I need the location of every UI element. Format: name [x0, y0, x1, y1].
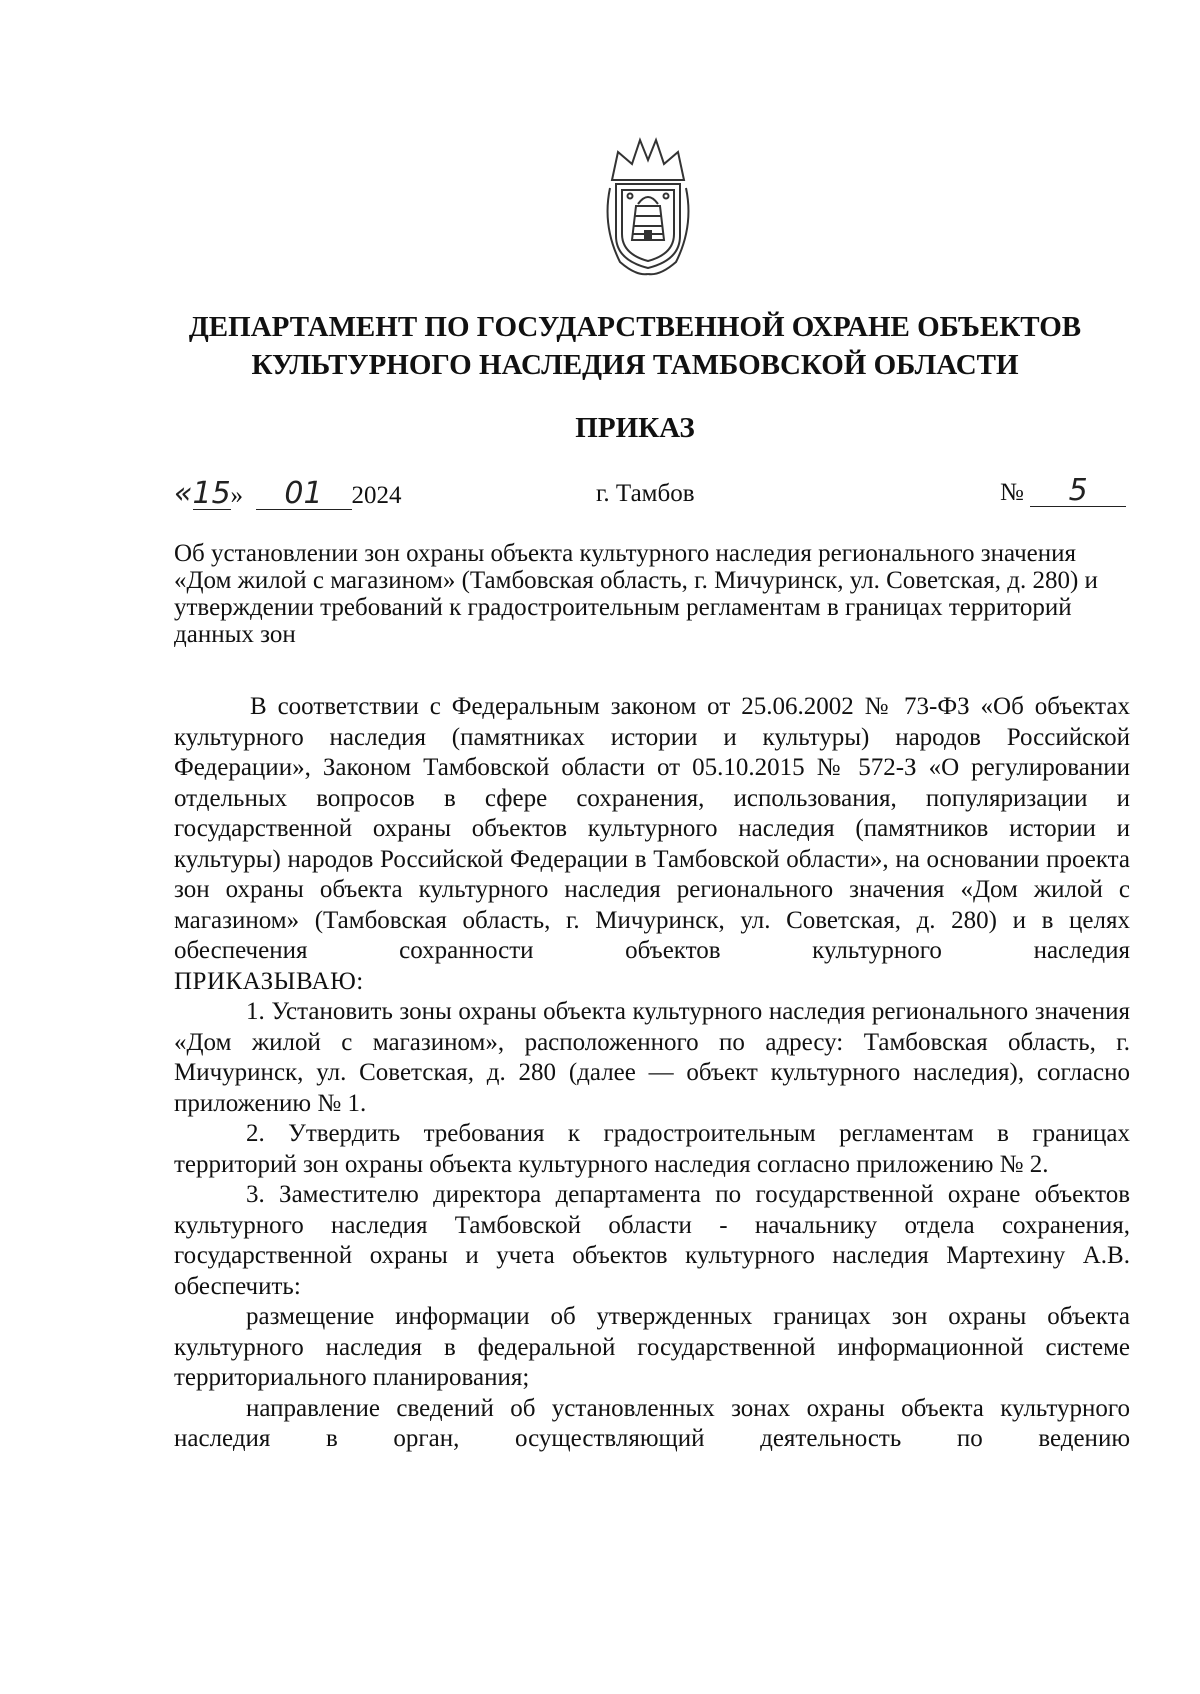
- dateline: [0, 473, 1200, 516]
- department-name: [170, 308, 1100, 384]
- number-label: №: [1000, 479, 1024, 506]
- order-subject: Об установлении зон охраны объекта культурного наследия регионального значения «Дом жилой с магазином» (Тамбовская область, г. Мичуринск, ул. Советская, д. 280) и утверждении требований к градостроительным регламентам в границах территорий данных зон: [174, 540, 1098, 648]
- item-3-paragraph: 3. Заместителю директора департамента по государственной охране объектов культурного наследия Тамбовской области - начальнику отдела сохранения, государственной охраны и учета объектов культурного наследия Мартехину А.В. обеспечить:: [174, 1181, 1130, 1300]
- item-3b-paragraph: направление сведений об установленных зонах охраны объекта культурного наследия в орган, осуществляющий деятельность по ведению: [174, 1394, 1130, 1452]
- document-title: ПРИКАЗ: [575, 412, 695, 444]
- item-1-paragraph: 1. Установить зоны охраны объекта культурного наследия регионального значения «Дом жилой с магазином», расположенного по адресу: Тамбовская область, г. Мичуринск, ул. Советская, д. 280 (далее — объект культурного наследия), согласно приложению № 1.: [174, 998, 1130, 1117]
- order-number: [1000, 473, 1126, 508]
- coat-of-arms-icon: [600, 128, 696, 278]
- city: г. Тамбов: [596, 480, 695, 507]
- number-value: 5: [1030, 476, 1126, 507]
- item-2-paragraph: 2. Утвердить требования к градостроительным регламентам в границах территорий зон охраны объекта культурного наследия согласно приложению № 2.: [174, 1120, 1130, 1178]
- date-month: 01: [256, 479, 352, 510]
- department-line-1: ДЕПАРТАМЕНТ ПО ГОСУДАРСТВЕННОЙ ОХРАНЕ ОБЪЕКТОВ: [188, 311, 1082, 343]
- date-year: 2024: [351, 482, 402, 509]
- order-date: [174, 476, 402, 511]
- date-open-quote: «: [174, 476, 193, 511]
- order-body: [174, 692, 1130, 1455]
- date-close-quote: »: [230, 482, 244, 509]
- department-line-2: КУЛЬТУРНОГО НАСЛЕДИЯ ТАМБОВСКОЙ ОБЛАСТИ: [251, 349, 1019, 381]
- item-3a-paragraph: размещение информации об утвержденных границах зон охраны объекта культурного наследия в федеральной государственной информационной системе территориального планирования;: [174, 1303, 1130, 1391]
- preamble-paragraph: В соответствии с Федеральным законом от 25.06.2002 № 73-ФЗ «Об объектах культурного наследия (памятниках истории и культуры) народов Российской Федерации», Законом Тамбовской области от 05.10.2015 № 572-З «О регулировании отдельных вопросов в сфере сохранения, использования, популяризации и государственной охраны объектов культурного наследия (памятников истории и культуры) народов Российской Федерации в Тамбовской области», на основании проекта зон охраны объекта культурного наследия регионального значения «Дом жилой с магазином» (Тамбовская область, г. Мичуринск, ул. Советская, д. 280) и в целях обеспечения сохранности объектов культурного наследия: [174, 693, 1130, 964]
- order-word: ПРИКАЗЫВАЮ:: [174, 967, 364, 995]
- date-day: 15: [192, 476, 231, 511]
